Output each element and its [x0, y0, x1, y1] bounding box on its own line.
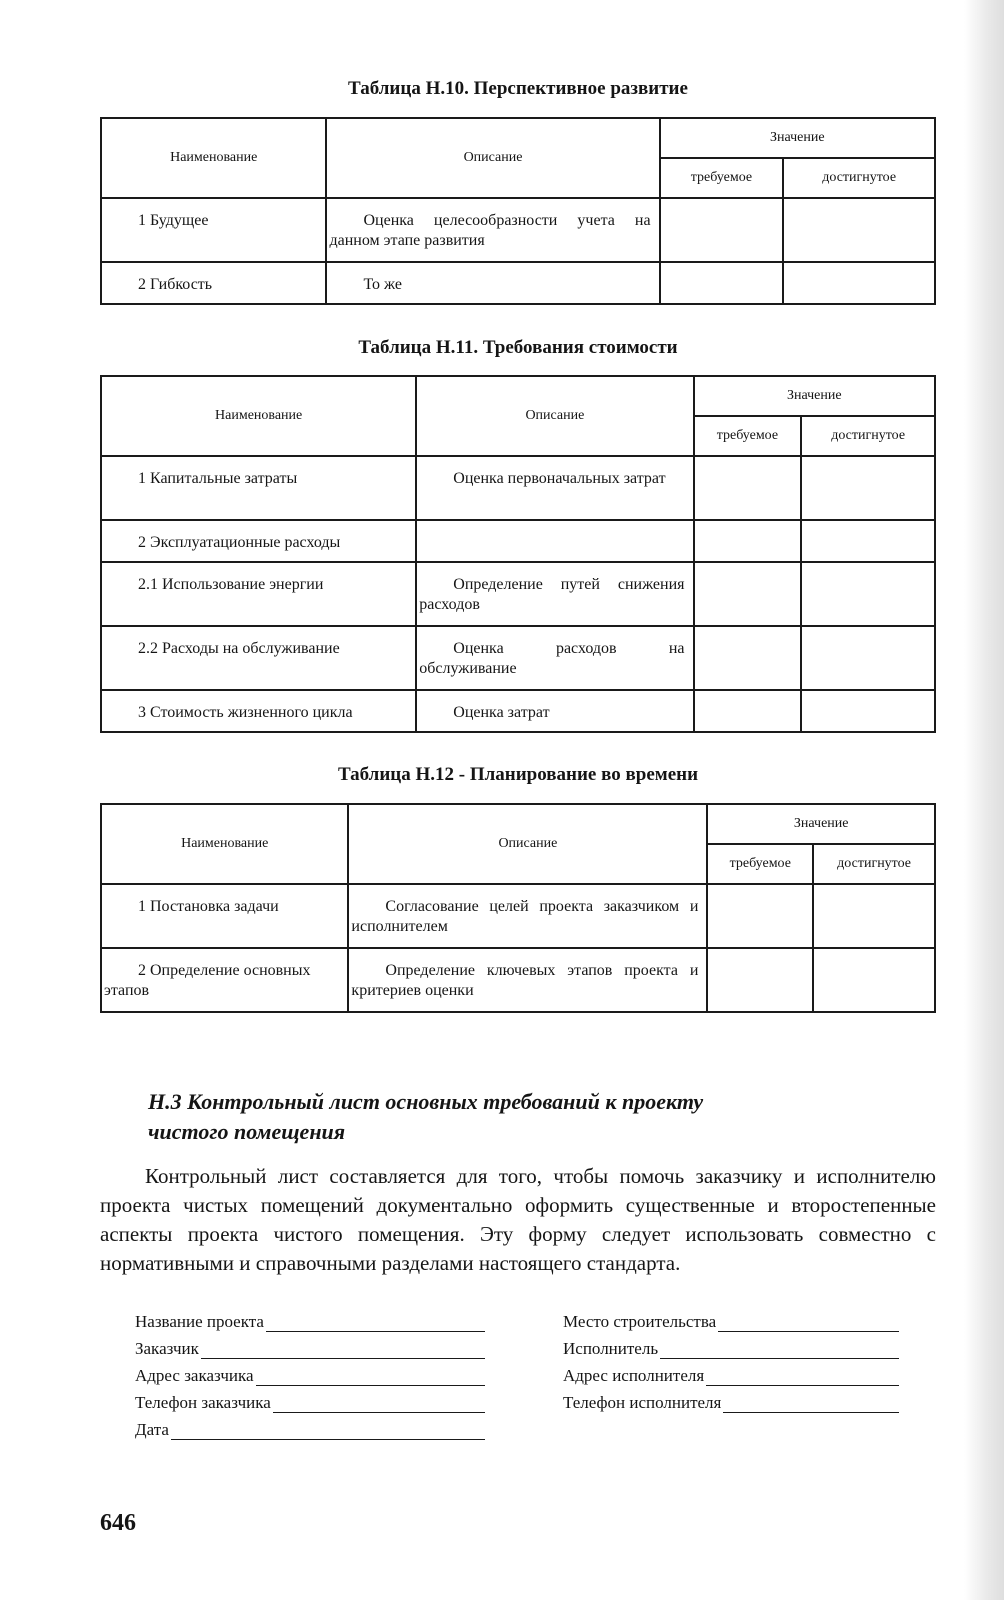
form-label: Адрес заказчика [135, 1366, 254, 1385]
form-label: Дата [135, 1420, 169, 1439]
form-label: Телефон заказчика [135, 1393, 271, 1412]
table12-row2-required [707, 948, 813, 1012]
form-label: Название проекта [135, 1312, 264, 1331]
blank-line [723, 1395, 899, 1413]
table10-header-desc: Описание [326, 118, 659, 198]
table12-header-desc: Описание [348, 804, 707, 884]
table10-row1-name: 1 Будущее [101, 198, 326, 262]
form-field-project-name [135, 1312, 485, 1332]
blank-line [201, 1341, 485, 1359]
table12-header-value: Значение [707, 804, 935, 844]
table10 [100, 117, 936, 305]
table12-row1-required [707, 884, 813, 948]
table12-row2-desc: Определение ключевых этапов проекта и критериев оценки [348, 948, 707, 1012]
form-label: Заказчик [135, 1339, 199, 1358]
blank-line [273, 1395, 485, 1413]
table-row [101, 948, 935, 1012]
table10-row2-name: 2 Гибкость [101, 262, 326, 304]
table12-row2-achieved [813, 948, 935, 1012]
table10-header-name: Наименование [101, 118, 326, 198]
table11-row1-achieved [801, 456, 935, 520]
table11-row4-achieved [801, 626, 935, 690]
form-label: Место строительства [563, 1312, 717, 1331]
table11-header-required: требуемое [694, 416, 802, 456]
blank-line [660, 1341, 899, 1359]
table-row [101, 562, 935, 626]
table10-header-required: требуемое [660, 158, 784, 198]
table11-header-desc: Описание [416, 376, 693, 456]
table11-row4-name: 2.2 Расходы на обслуживание [101, 626, 416, 690]
table10-row1-required [660, 198, 784, 262]
table11-row3-name: 2.1 Использование энергии [101, 562, 416, 626]
table11-row1-required [694, 456, 802, 520]
form-field-contractor [563, 1339, 899, 1359]
table10-row1-desc: Оценка целесообразности учета на данном этапе развития [326, 198, 659, 262]
table-row [101, 626, 935, 690]
page-edge-shadow [964, 0, 1004, 1600]
table10-row2-achieved [783, 262, 935, 304]
table11-row5-required [694, 690, 802, 732]
blank-line [256, 1368, 485, 1386]
table-row [101, 690, 935, 732]
blank-line [706, 1368, 899, 1386]
form-field-contractor-phone [563, 1393, 899, 1413]
form-field-customer [135, 1339, 485, 1359]
table-row [101, 262, 935, 304]
table12 [100, 803, 936, 1013]
form-field-customer-address [135, 1366, 485, 1386]
form-field-construction-site [563, 1312, 899, 1332]
table-row [101, 884, 935, 948]
table10-row2-desc: То же [326, 262, 659, 304]
page-number: 646 [100, 1510, 136, 1536]
table10-caption: Таблица Н.10. Перспективное развитие [348, 78, 688, 99]
table12-row1-name: 1 Постановка задачи [101, 884, 348, 948]
blank-line [718, 1314, 899, 1332]
table11-row1-desc: Оценка первоначальных затрат [416, 456, 693, 520]
table10-row2-required [660, 262, 784, 304]
table11-row4-desc: Оценка расходов на обслуживание [416, 626, 693, 690]
form-field-date [135, 1420, 485, 1440]
table-row [101, 456, 935, 520]
form-label: Исполнитель [563, 1339, 659, 1358]
blank-line [171, 1422, 485, 1440]
table11-header-name: Наименование [101, 376, 416, 456]
table11-row2-desc [416, 520, 693, 562]
table11-row5-desc: Оценка затрат [416, 690, 693, 732]
form-field-contractor-address [563, 1366, 899, 1386]
table11-row3-achieved [801, 562, 935, 626]
table12-row1-achieved [813, 884, 935, 948]
section-paragraph: Контрольный лист составляется для того, чтобы помочь заказчику и исполнителю проекта чистых помещений документально оформить существенные и второстепенные аспекты проекта чистого помещения. Эту форму следует использовать совместно с нормативными и справочными разделами настоящего стандарта. [100, 1164, 936, 1275]
table-row [101, 520, 935, 562]
table12-row2-name: 2 Определение основных этапов [101, 948, 348, 1012]
table12-caption: Таблица Н.12 - Планирование во времени [337, 764, 699, 785]
table11-row2-required [694, 520, 802, 562]
table11-row3-required [694, 562, 802, 626]
table11-row5-achieved [801, 690, 935, 732]
table12-header-name: Наименование [101, 804, 348, 884]
blank-line [266, 1314, 485, 1332]
form-label: Адрес исполнителя [563, 1366, 705, 1385]
form-field-customer-phone [135, 1393, 485, 1413]
table10-header-achieved: достигнутое [783, 158, 935, 198]
table11-caption: Таблица Н.11. Требования стоимости [358, 337, 678, 358]
table-row [101, 198, 935, 262]
table12-header-achieved: достигнутое [813, 844, 935, 884]
section-title-line2: чистого помещения [148, 1119, 346, 1144]
table11-row4-required [694, 626, 802, 690]
table12-header-required: требуемое [707, 844, 813, 884]
table12-row1-desc: Согласование целей проекта заказчиком и исполнителем [348, 884, 707, 948]
table10-row1-achieved [783, 198, 935, 262]
table11-header-value: Значение [694, 376, 935, 416]
table11-header-achieved: достигнутое [801, 416, 935, 456]
table10-header-value: Значение [660, 118, 935, 158]
table11-row5-name: 3 Стоимость жизненного цикла [101, 690, 416, 732]
table11 [100, 375, 936, 733]
section-title [148, 1087, 848, 1147]
form-label: Телефон исполнителя [563, 1393, 722, 1412]
table11-row3-desc: Определение путей снижения расходов [416, 562, 693, 626]
table11-row2-name: 2 Эксплуатационные расходы [101, 520, 416, 562]
section-title-line1: Н.3 Контрольный лист основных требований к проекту [148, 1089, 704, 1114]
table11-row1-name: 1 Капитальные затраты [101, 456, 416, 520]
table11-row2-achieved [801, 520, 935, 562]
